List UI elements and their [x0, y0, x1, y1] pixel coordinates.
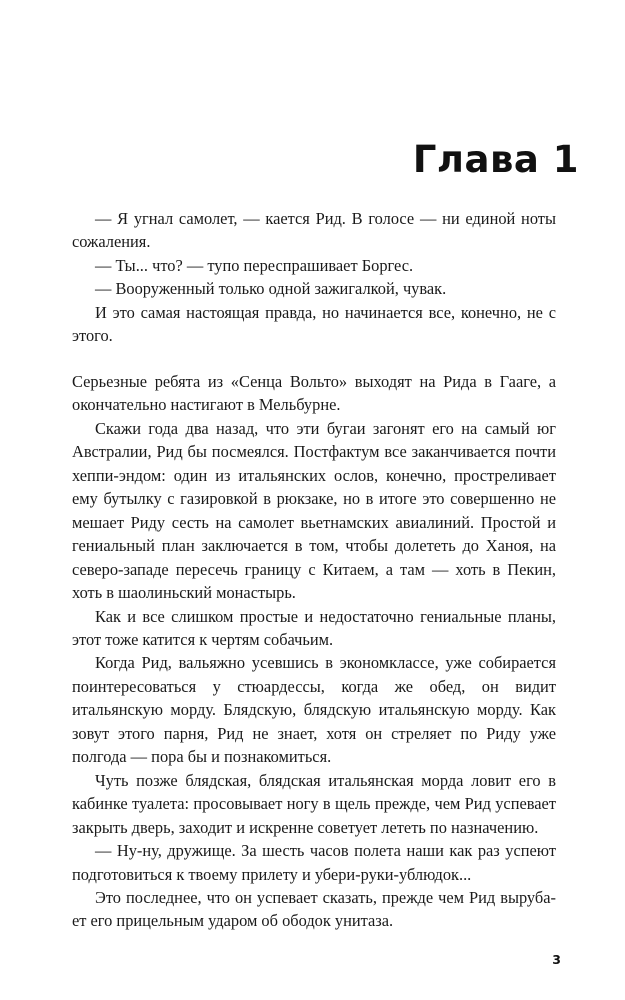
- paragraph: Серьезные ребята из «Сенца Вольто» выходят на Рида в Гааге, а окончательно настигают в Мельбурне.: [72, 372, 556, 415]
- paragraph: Когда Рид, вальяжно усевшись в экономклассе, уже собирается поинтересоваться у стюардессы, когда же обед, он видит итальянскую морду. Блядскую, блядскую итальянскую морду. Как зовут этого парня, Рид не знает, хотя он стреляет по Риду уже полгода — пора бы и познакомиться.: [72, 653, 556, 767]
- paragraph: — Ты... что? — тупо переспрашивает Боргес.: [95, 255, 414, 275]
- chapter-title: Глава 1: [412, 138, 579, 181]
- paragraph: Скажи года два назад, что эти бугаи загонят его на самый юг Австралии, Рид бы посмеялся. Постфактум все заканчивается почти хеппи-эндом: один из итальянских ослов, конечно, простреливает ему бутылку с газировкой в рюкзаке, но в итоге это совершенно не мешает Риду сесть на самолет вьетнамских авиалиний. Простой и гениальный план заключается в том, чтобы долететь до Ханоя, на северо-западе пересечь границу с Китаем, а там — хоть в Пекин, хоть в шаолиньский монастырь.: [72, 418, 556, 603]
- paragraph: Это последнее, что он успевает сказать, прежде чем Рид вырубает его прицельным ударом об ободок унитаза.: [72, 887, 556, 931]
- paragraph: Как и все слишком простые и недостаточно гениальные планы, этот тоже катится к чертям собачьим.: [72, 606, 556, 649]
- paragraph: И это самая настоящая правда, но начинается все, конечно, не с этого.: [72, 302, 556, 346]
- opening-section: [72, 207, 556, 348]
- main-section: [72, 370, 556, 933]
- page-number: 3: [552, 952, 561, 967]
- paragraph: Чуть позже блядская, блядская итальянская морда ловит его в кабинке туалета: просовывает ногу в щель прежде, чем Рид успевает закрыть дверь, заходит и искренне советует лететь по назначению.: [72, 770, 556, 837]
- paragraph: — Я угнал самолет, — кается Рид. В голосе — ни единой ноты сожаления.: [72, 209, 556, 252]
- paragraph: — Вооруженный только одной зажигалкой, чувак.: [95, 279, 447, 299]
- paragraph: — Ну-ну, дружище. За шесть часов полета наши как раз успеют подготовиться к твоему прилету и убери-руки-ублюдок...: [72, 841, 556, 884]
